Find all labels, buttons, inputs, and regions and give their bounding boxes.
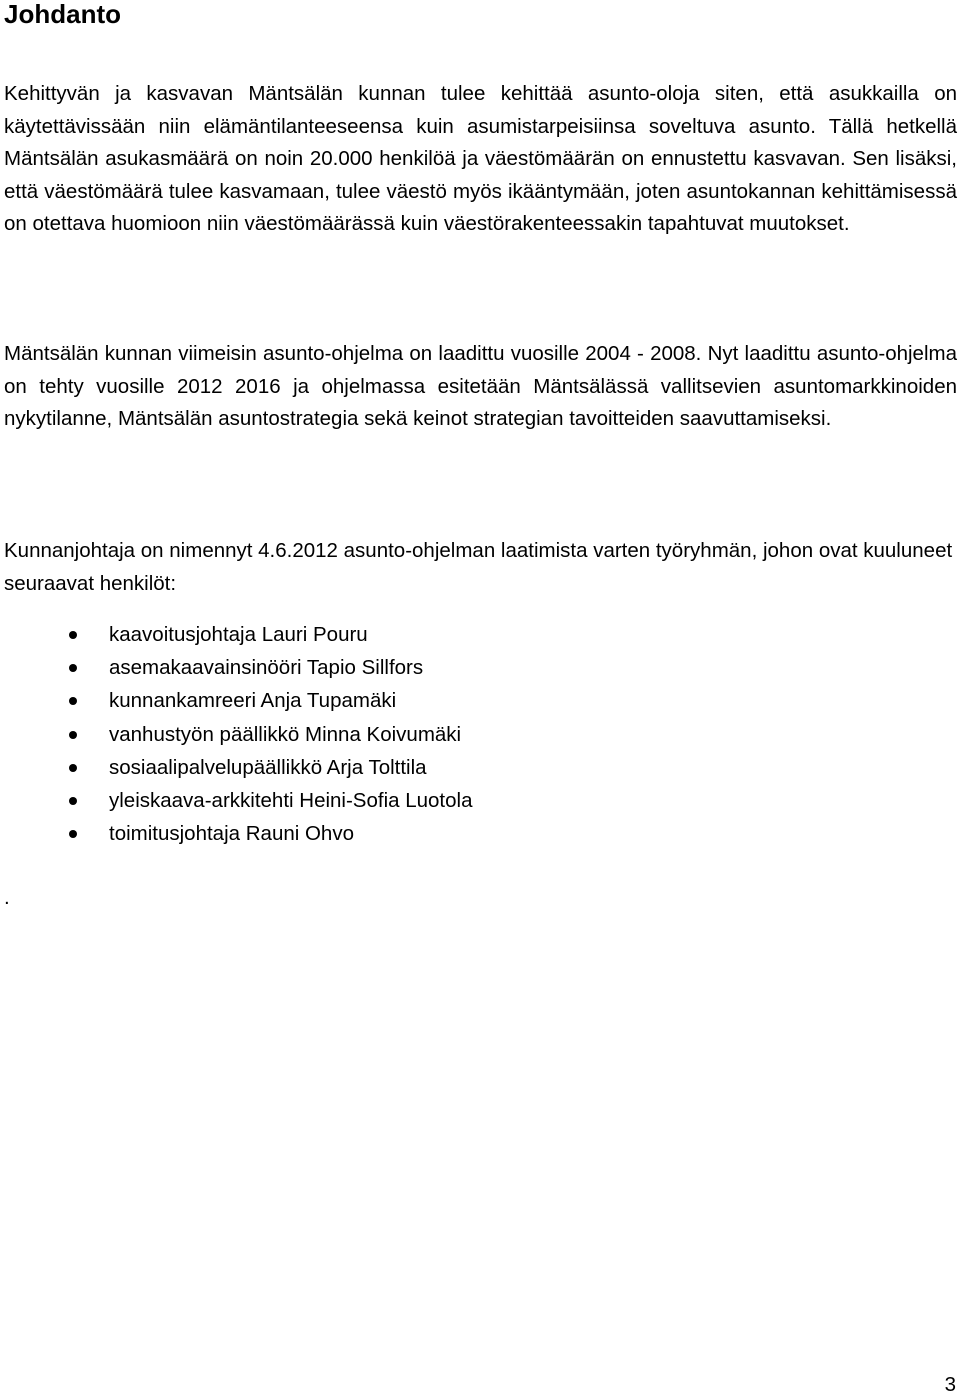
list-item xyxy=(0,751,473,784)
page-title: Johdanto xyxy=(4,0,121,29)
member-name: vanhustyön päällikkö Minna Koivumäki xyxy=(109,722,462,746)
bullet-icon xyxy=(69,631,77,639)
bullet-icon xyxy=(69,764,77,772)
page-number: 3 xyxy=(944,1373,956,1396)
bullet-icon xyxy=(69,797,77,805)
working-group-list xyxy=(0,618,473,850)
member-name: asemakaavainsinööri Tapio Sillfors xyxy=(109,656,424,680)
list-item xyxy=(0,784,473,817)
list-item xyxy=(0,618,473,651)
bullet-icon xyxy=(69,697,77,705)
member-name: toimitusjohtaja Rauni Ohvo xyxy=(109,822,354,846)
stray-period: . xyxy=(4,886,10,909)
list-item xyxy=(0,718,473,751)
intro-paragraph: Kehittyvän ja kasvavan Mäntsälän kunnan tulee kehittää asunto-oloja siten, että asukkailla on käytettävissään niin elämäntilanteeseensa kuin asumistarpeisiinsa soveltuva asunto. Tällä hetkellä Mäntsälän asukasmäärä on noin 20.000 henkilöä ja väestömäärän on ennustettu kasvavan. Sen lisäksi, että väestömäärä tulee kasvamaan, tulee väestö myös ikääntymään, joten asuntokannan kehittämisessä on otettava huomioon niin väestömäärässä kuin väestörakenteessakin tapahtuvat muutokset. xyxy=(4,82,957,236)
working-group-paragraph: Kunnanjohtaja on nimennyt 4.6.2012 asunto-ohjelman laatimista varten työryhmän, johon ovat kuuluneet seuraavat henkilöt: xyxy=(4,539,953,595)
member-name: kaavoitusjohtaja Lauri Pouru xyxy=(109,623,368,646)
bullet-icon xyxy=(69,664,77,672)
member-name: sosiaalipalvelupäällikkö Arja Tolttila xyxy=(109,755,427,779)
member-name: yleiskaava-arkkitehti Heini-Sofia Luotola xyxy=(109,789,473,813)
member-name: kunnankamreeri Anja Tupamäki xyxy=(109,689,397,713)
list-item xyxy=(0,817,473,850)
bullet-icon xyxy=(69,731,77,739)
housing-program-paragraph: Mäntsälän kunnan viimeisin asunto-ohjelma on laadittu vuosille 2004 - 2008. Nyt laadittu asunto-ohjelma on tehty vuosille 2012 2016 ja ohjelmassa esitetään Mäntsälässä vallitsevien asuntomarkkinoiden nykytilanne, Mäntsälän asuntostrategia sekä keinot strategian tavoitteiden saavuttamiseksi. xyxy=(4,342,957,431)
list-item xyxy=(0,684,473,717)
list-item xyxy=(0,651,473,684)
bullet-icon xyxy=(69,830,77,838)
